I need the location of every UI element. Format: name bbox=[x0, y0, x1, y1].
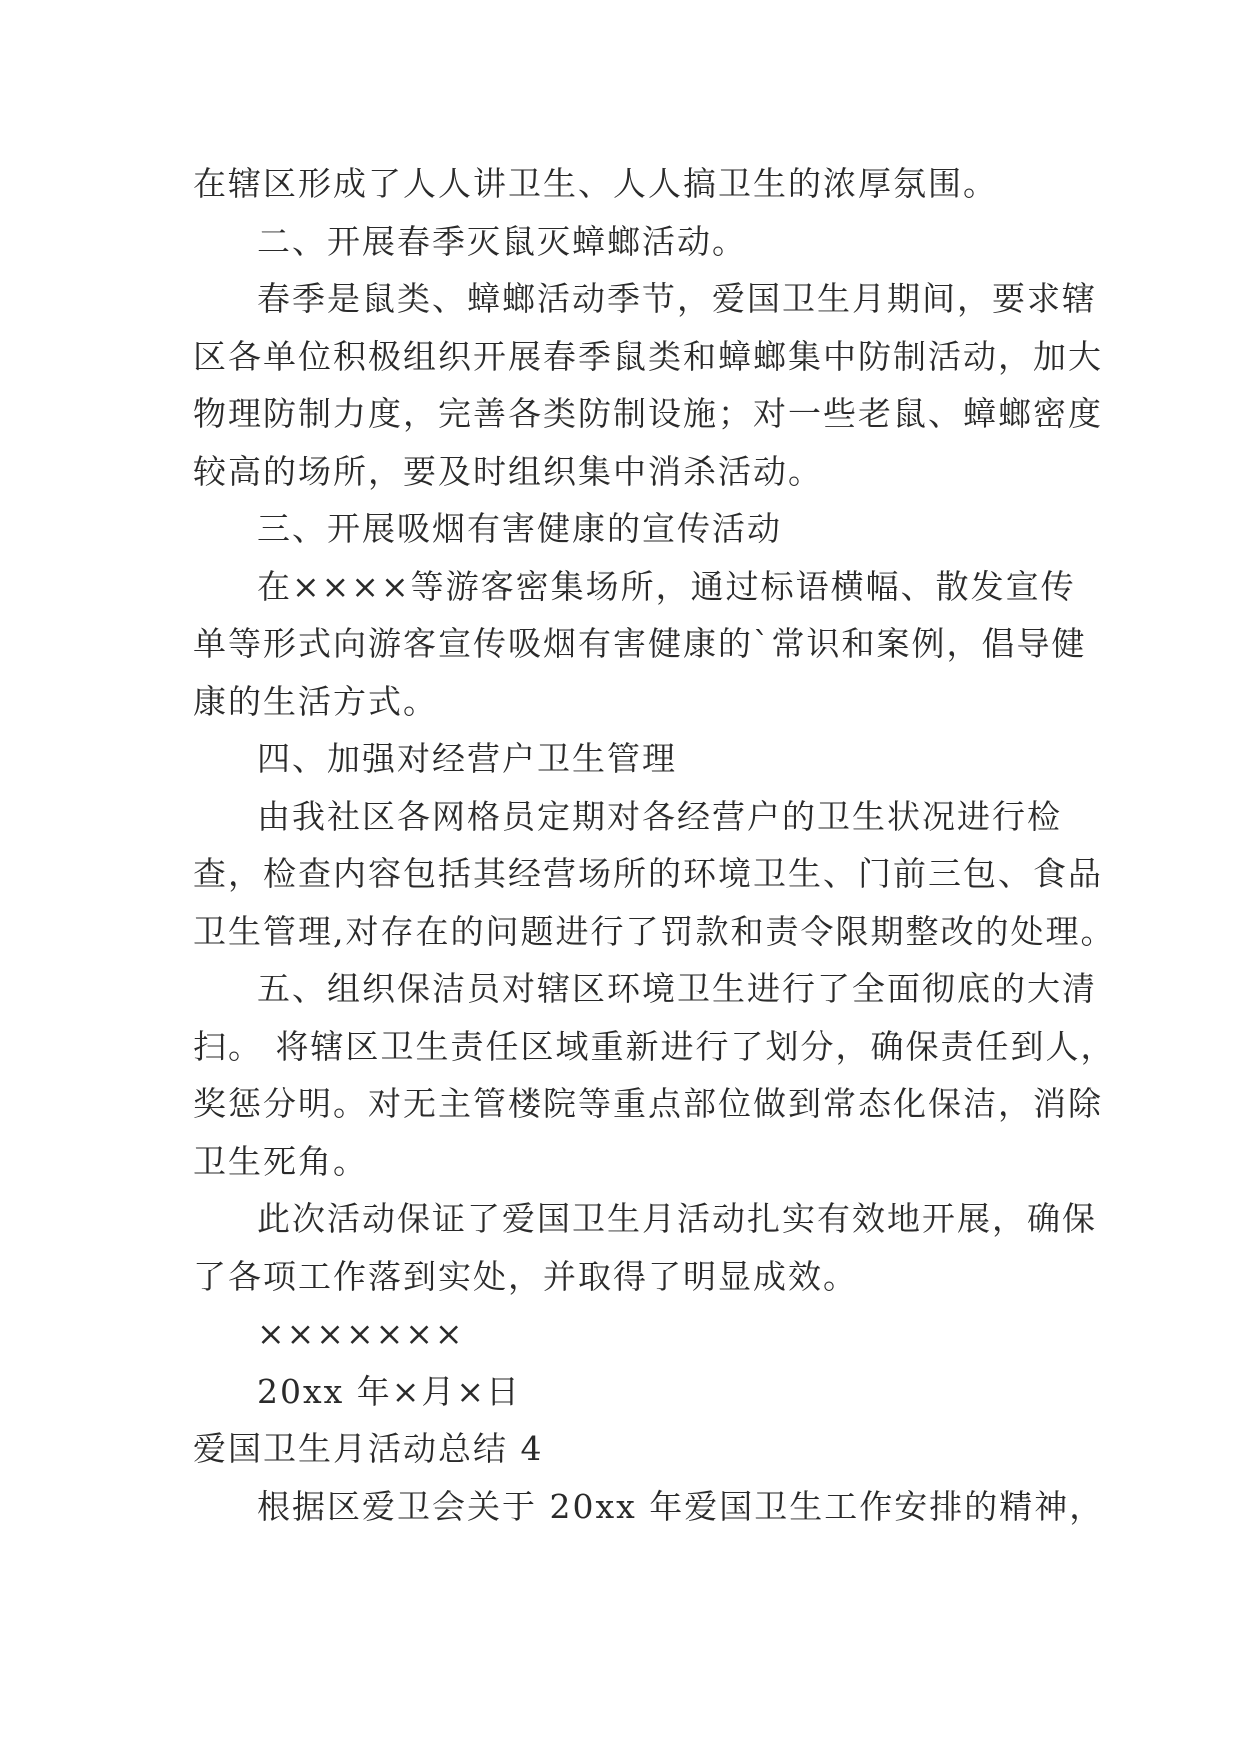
paragraph-line: 卫生管理,对存在的问题进行了罚款和责令限期整改的处理。 bbox=[193, 911, 1116, 951]
paragraph-line: 单等形式向游客宣传吸烟有害健康的`常识和案例，倡导健 bbox=[193, 624, 1087, 663]
paragraph-line: 根据区爱卫会关于 20xx 年爱国卫生工作安排的精神， bbox=[257, 1486, 1105, 1526]
paragraph-line: 卫生死角。 bbox=[193, 1141, 368, 1181]
paragraph-line: 物理防制力度，完善各类防制设施；对一些老鼠、蟑螂密度 bbox=[193, 394, 1103, 433]
paragraph-line: 康的生活方式。 bbox=[193, 681, 438, 721]
paragraph-line: 区各单位积极组织开展春季鼠类和蟑螂集中防制活动，加大 bbox=[193, 336, 1103, 376]
document-body bbox=[193, 155, 1116, 1535]
signature-organization: ××××××× bbox=[257, 1314, 465, 1353]
paragraph-line: 此次活动保证了爱国卫生月活动扎实有效地开展，确保 bbox=[257, 1199, 1097, 1238]
paragraph-line: 较高的场所，要及时组织集中消杀活动。 bbox=[193, 451, 823, 491]
document-title: 爱国卫生月活动总结 4 bbox=[193, 1429, 544, 1468]
paragraph-line: 了各项工作落到实处，并取得了明显成效。 bbox=[193, 1256, 858, 1296]
section-heading: 二、开展春季灭鼠灭蟑螂活动。 bbox=[257, 221, 747, 261]
signature-date: 20xx 年×月×日 bbox=[257, 1371, 522, 1411]
paragraph-line: 查，检查内容包括其经营场所的环境卫生、门前三包、食品 bbox=[193, 854, 1103, 893]
section-heading: 三、开展吸烟有害健康的宣传活动 bbox=[257, 509, 782, 548]
paragraph-line: 在辖区形成了人人讲卫生、人人搞卫生的浓厚氛围。 bbox=[193, 164, 998, 203]
paragraph-line: 扫。 将辖区卫生责任区域重新进行了划分，确保责任到人， bbox=[193, 1026, 1116, 1066]
section-heading: 四、加强对经营户卫生管理 bbox=[257, 739, 677, 778]
paragraph-line: 春季是鼠类、蟑螂活动季节，爱国卫生月期间，要求辖 bbox=[257, 279, 1097, 318]
paragraph-line: 由我社区各网格员定期对各经营户的卫生状况进行检 bbox=[257, 796, 1062, 836]
paragraph-line: 奖惩分明。对无主管楼院等重点部位做到常态化保洁，消除 bbox=[193, 1084, 1103, 1123]
paragraph-line: 在××××等游客密集场所，通过标语横幅、散发宣传 bbox=[257, 566, 1076, 606]
section-heading: 五、组织保洁员对辖区环境卫生进行了全面彻底的大清 bbox=[257, 969, 1097, 1008]
